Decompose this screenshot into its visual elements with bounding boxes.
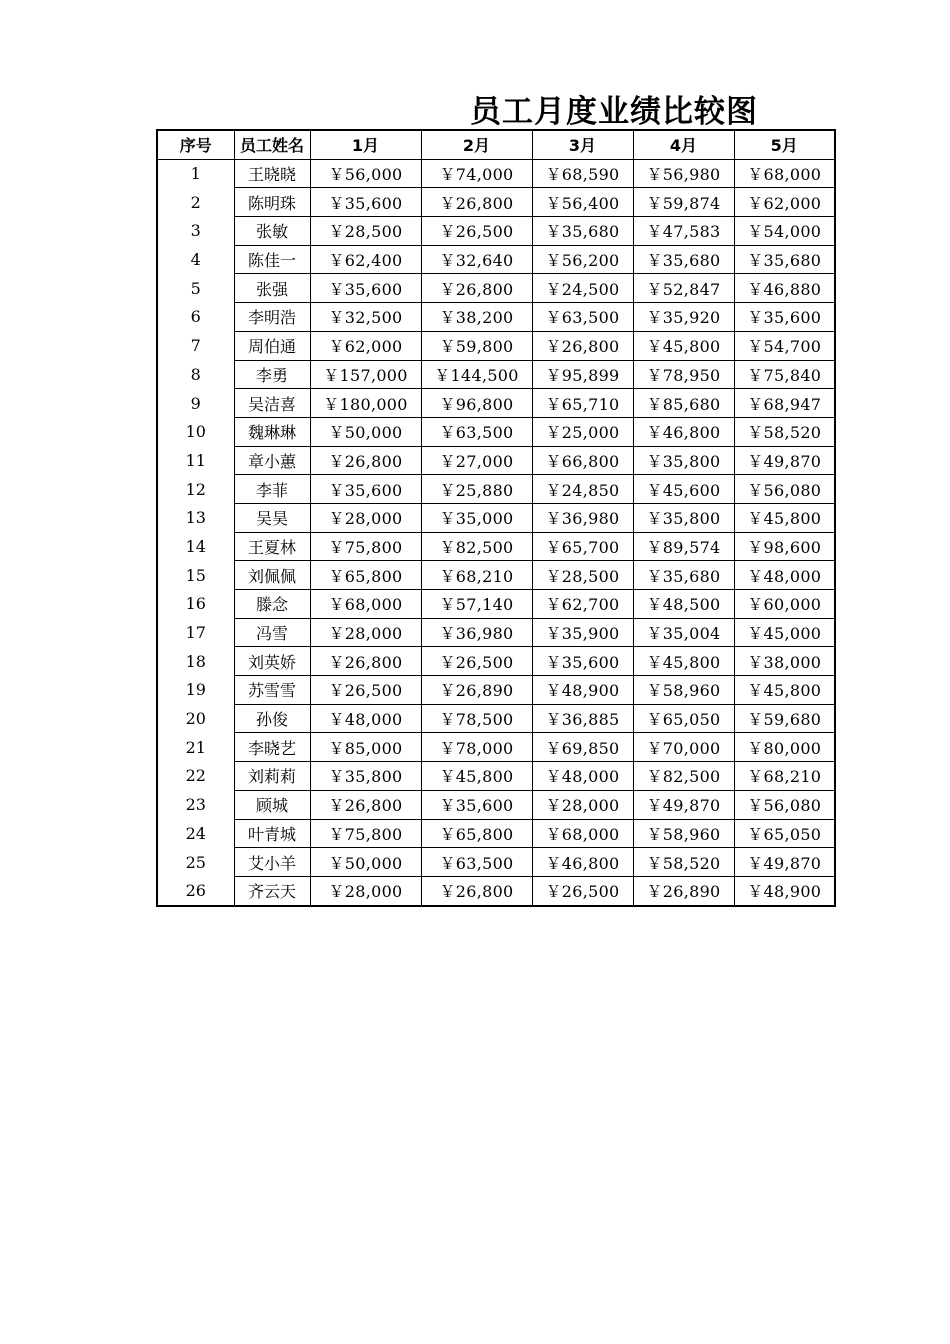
cell-month-5: ￥75,840 (734, 360, 835, 389)
cell-month-5: ￥48,000 (734, 561, 835, 590)
cell-month-3: ￥28,000 (532, 790, 633, 819)
cell-name: 苏雪雪 (234, 676, 310, 705)
cell-month-5: ￥49,870 (734, 848, 835, 877)
cell-month-3: ￥25,000 (532, 417, 633, 446)
table-row (157, 446, 835, 475)
table-row (157, 389, 835, 418)
header-month-3: 3月 (532, 130, 633, 159)
cell-month-2: ￥78,500 (421, 704, 532, 733)
cell-month-4: ￥49,870 (633, 790, 734, 819)
cell-month-5: ￥68,000 (734, 159, 835, 188)
cell-month-4: ￥35,680 (633, 245, 734, 274)
cell-month-5: ￥48,900 (734, 876, 835, 905)
cell-index: 11 (157, 446, 234, 475)
table-body (157, 159, 835, 905)
table-row (157, 618, 835, 647)
cell-month-4: ￥46,800 (633, 417, 734, 446)
cell-month-2: ￥57,140 (421, 590, 532, 619)
table-row (157, 159, 835, 188)
cell-month-5: ￥46,880 (734, 274, 835, 303)
table-row (157, 331, 835, 360)
cell-month-2: ￥36,980 (421, 618, 532, 647)
cell-month-3: ￥36,980 (532, 503, 633, 532)
cell-index: 5 (157, 274, 234, 303)
cell-index: 14 (157, 532, 234, 561)
cell-month-2: ￥35,600 (421, 790, 532, 819)
cell-index: 13 (157, 503, 234, 532)
table-row (157, 532, 835, 561)
cell-month-3: ￥24,850 (532, 475, 633, 504)
cell-index: 17 (157, 618, 234, 647)
table-row (157, 790, 835, 819)
cell-index: 23 (157, 790, 234, 819)
cell-month-4: ￥35,920 (633, 303, 734, 332)
cell-month-1: ￥28,000 (310, 876, 421, 905)
cell-month-3: ￥46,800 (532, 848, 633, 877)
cell-month-1: ￥85,000 (310, 733, 421, 762)
cell-month-5: ￥58,520 (734, 417, 835, 446)
cell-index: 3 (157, 217, 234, 246)
cell-month-2: ￥26,800 (421, 274, 532, 303)
cell-month-3: ￥69,850 (532, 733, 633, 762)
cell-index: 24 (157, 819, 234, 848)
cell-month-1: ￥50,000 (310, 848, 421, 877)
cell-month-3: ￥48,900 (532, 676, 633, 705)
table-row (157, 647, 835, 676)
cell-month-1: ￥35,800 (310, 762, 421, 791)
cell-name: 齐云天 (234, 876, 310, 905)
cell-month-3: ￥28,500 (532, 561, 633, 590)
cell-name: 李勇 (234, 360, 310, 389)
page-title: 员工月度业绩比较图 (470, 94, 758, 130)
cell-month-5: ￥98,600 (734, 532, 835, 561)
cell-month-4: ￥70,000 (633, 733, 734, 762)
cell-month-1: ￥28,000 (310, 618, 421, 647)
cell-index: 2 (157, 188, 234, 217)
cell-month-1: ￥26,800 (310, 647, 421, 676)
cell-month-3: ￥48,000 (532, 762, 633, 791)
cell-month-2: ￥32,640 (421, 245, 532, 274)
cell-name: 艾小羊 (234, 848, 310, 877)
cell-month-2: ￥26,800 (421, 876, 532, 905)
cell-month-5: ￥45,800 (734, 503, 835, 532)
cell-month-4: ￥48,500 (633, 590, 734, 619)
header-month-2: 2月 (421, 130, 532, 159)
cell-index: 4 (157, 245, 234, 274)
cell-month-3: ￥35,600 (532, 647, 633, 676)
cell-month-3: ￥35,900 (532, 618, 633, 647)
cell-month-3: ￥68,590 (532, 159, 633, 188)
cell-month-1: ￥62,400 (310, 245, 421, 274)
cell-name: 陈佳一 (234, 245, 310, 274)
cell-month-2: ￥26,500 (421, 647, 532, 676)
table-row (157, 561, 835, 590)
table-row (157, 274, 835, 303)
table-row (157, 733, 835, 762)
header-month-5: 5月 (734, 130, 835, 159)
cell-month-2: ￥78,000 (421, 733, 532, 762)
cell-month-1: ￥68,000 (310, 590, 421, 619)
cell-month-3: ￥65,700 (532, 532, 633, 561)
header-index: 序号 (157, 130, 234, 159)
cell-month-1: ￥50,000 (310, 417, 421, 446)
cell-month-5: ￥54,000 (734, 217, 835, 246)
cell-month-2: ￥26,800 (421, 188, 532, 217)
cell-month-5: ￥35,680 (734, 245, 835, 274)
cell-month-1: ￥35,600 (310, 475, 421, 504)
cell-month-3: ￥68,000 (532, 819, 633, 848)
cell-month-4: ￥35,004 (633, 618, 734, 647)
cell-month-4: ￥58,520 (633, 848, 734, 877)
cell-name: 李晓艺 (234, 733, 310, 762)
cell-month-4: ￥56,980 (633, 159, 734, 188)
header-month-4: 4月 (633, 130, 734, 159)
cell-month-4: ￥58,960 (633, 676, 734, 705)
table-row (157, 360, 835, 389)
cell-month-5: ￥68,947 (734, 389, 835, 418)
cell-month-5: ￥54,700 (734, 331, 835, 360)
cell-index: 8 (157, 360, 234, 389)
cell-month-5: ￥38,000 (734, 647, 835, 676)
cell-name: 张强 (234, 274, 310, 303)
header-name: 员工姓名 (234, 130, 310, 159)
cell-month-2: ￥27,000 (421, 446, 532, 475)
cell-month-4: ￥35,800 (633, 446, 734, 475)
cell-month-2: ￥59,800 (421, 331, 532, 360)
cell-name: 叶青城 (234, 819, 310, 848)
header-row (157, 130, 835, 159)
cell-name: 吴昊 (234, 503, 310, 532)
cell-name: 李明浩 (234, 303, 310, 332)
table-row (157, 188, 835, 217)
cell-month-1: ￥75,800 (310, 532, 421, 561)
cell-name: 魏琳琳 (234, 417, 310, 446)
cell-month-2: ￥25,880 (421, 475, 532, 504)
table-row (157, 819, 835, 848)
cell-month-2: ￥144,500 (421, 360, 532, 389)
cell-month-5: ￥45,800 (734, 676, 835, 705)
cell-index: 18 (157, 647, 234, 676)
cell-name: 孙俊 (234, 704, 310, 733)
cell-month-5: ￥80,000 (734, 733, 835, 762)
cell-index: 20 (157, 704, 234, 733)
cell-month-2: ￥74,000 (421, 159, 532, 188)
cell-month-1: ￥56,000 (310, 159, 421, 188)
cell-month-5: ￥35,600 (734, 303, 835, 332)
cell-month-4: ￥82,500 (633, 762, 734, 791)
cell-month-4: ￥78,950 (633, 360, 734, 389)
cell-index: 6 (157, 303, 234, 332)
cell-month-2: ￥38,200 (421, 303, 532, 332)
cell-month-1: ￥65,800 (310, 561, 421, 590)
cell-month-1: ￥35,600 (310, 274, 421, 303)
cell-index: 19 (157, 676, 234, 705)
cell-month-3: ￥65,710 (532, 389, 633, 418)
cell-index: 15 (157, 561, 234, 590)
cell-index: 16 (157, 590, 234, 619)
cell-month-2: ￥35,000 (421, 503, 532, 532)
table-row (157, 503, 835, 532)
cell-month-3: ￥62,700 (532, 590, 633, 619)
cell-index: 12 (157, 475, 234, 504)
table-row (157, 848, 835, 877)
cell-month-4: ￥45,800 (633, 331, 734, 360)
cell-month-2: ￥96,800 (421, 389, 532, 418)
table-row (157, 245, 835, 274)
cell-name: 张敏 (234, 217, 310, 246)
cell-name: 陈明珠 (234, 188, 310, 217)
table-row (157, 762, 835, 791)
cell-month-4: ￥52,847 (633, 274, 734, 303)
table-row (157, 704, 835, 733)
cell-month-1: ￥35,600 (310, 188, 421, 217)
cell-month-5: ￥60,000 (734, 590, 835, 619)
cell-month-3: ￥56,200 (532, 245, 633, 274)
cell-month-5: ￥49,870 (734, 446, 835, 475)
cell-name: 冯雪 (234, 618, 310, 647)
cell-month-5: ￥68,210 (734, 762, 835, 791)
cell-month-2: ￥26,500 (421, 217, 532, 246)
cell-month-3: ￥24,500 (532, 274, 633, 303)
table-row (157, 876, 835, 905)
cell-month-4: ￥58,960 (633, 819, 734, 848)
cell-month-4: ￥85,680 (633, 389, 734, 418)
table-row (157, 217, 835, 246)
cell-month-2: ￥45,800 (421, 762, 532, 791)
cell-month-1: ￥62,000 (310, 331, 421, 360)
cell-month-2: ￥63,500 (421, 848, 532, 877)
cell-month-1: ￥180,000 (310, 389, 421, 418)
table-row (157, 303, 835, 332)
cell-month-1: ￥26,800 (310, 446, 421, 475)
cell-name: 顾城 (234, 790, 310, 819)
cell-month-2: ￥63,500 (421, 417, 532, 446)
cell-month-3: ￥26,800 (532, 331, 633, 360)
cell-month-3: ￥35,680 (532, 217, 633, 246)
cell-month-4: ￥35,800 (633, 503, 734, 532)
cell-month-4: ￥26,890 (633, 876, 734, 905)
cell-month-3: ￥95,899 (532, 360, 633, 389)
performance-table (156, 129, 836, 907)
cell-month-4: ￥45,600 (633, 475, 734, 504)
cell-name: 滕念 (234, 590, 310, 619)
cell-month-5: ￥56,080 (734, 790, 835, 819)
cell-name: 刘英娇 (234, 647, 310, 676)
cell-name: 李菲 (234, 475, 310, 504)
table-row (157, 475, 835, 504)
cell-month-5: ￥62,000 (734, 188, 835, 217)
cell-month-1: ￥32,500 (310, 303, 421, 332)
table-row (157, 417, 835, 446)
cell-month-3: ￥66,800 (532, 446, 633, 475)
cell-name: 刘莉莉 (234, 762, 310, 791)
cell-month-3: ￥56,400 (532, 188, 633, 217)
cell-month-1: ￥28,000 (310, 503, 421, 532)
cell-month-5: ￥56,080 (734, 475, 835, 504)
cell-month-3: ￥26,500 (532, 876, 633, 905)
cell-month-1: ￥75,800 (310, 819, 421, 848)
cell-index: 25 (157, 848, 234, 877)
cell-month-1: ￥26,500 (310, 676, 421, 705)
cell-month-4: ￥89,574 (633, 532, 734, 561)
cell-index: 22 (157, 762, 234, 791)
cell-month-4: ￥59,874 (633, 188, 734, 217)
cell-month-1: ￥48,000 (310, 704, 421, 733)
cell-month-2: ￥26,890 (421, 676, 532, 705)
cell-name: 周伯通 (234, 331, 310, 360)
cell-index: 1 (157, 159, 234, 188)
cell-month-5: ￥59,680 (734, 704, 835, 733)
cell-month-3: ￥63,500 (532, 303, 633, 332)
cell-name: 吴洁喜 (234, 389, 310, 418)
table-row (157, 676, 835, 705)
table-row (157, 590, 835, 619)
cell-month-2: ￥82,500 (421, 532, 532, 561)
cell-name: 王晓晓 (234, 159, 310, 188)
cell-month-4: ￥47,583 (633, 217, 734, 246)
cell-month-1: ￥26,800 (310, 790, 421, 819)
cell-index: 21 (157, 733, 234, 762)
cell-month-3: ￥36,885 (532, 704, 633, 733)
cell-month-4: ￥45,800 (633, 647, 734, 676)
cell-name: 刘佩佩 (234, 561, 310, 590)
cell-month-4: ￥65,050 (633, 704, 734, 733)
cell-month-2: ￥65,800 (421, 819, 532, 848)
cell-month-1: ￥157,000 (310, 360, 421, 389)
cell-name: 王夏林 (234, 532, 310, 561)
cell-index: 9 (157, 389, 234, 418)
cell-month-2: ￥68,210 (421, 561, 532, 590)
cell-month-4: ￥35,680 (633, 561, 734, 590)
cell-index: 10 (157, 417, 234, 446)
header-month-1: 1月 (310, 130, 421, 159)
cell-month-5: ￥45,000 (734, 618, 835, 647)
cell-month-1: ￥28,500 (310, 217, 421, 246)
cell-index: 7 (157, 331, 234, 360)
cell-month-5: ￥65,050 (734, 819, 835, 848)
cell-index: 26 (157, 876, 234, 905)
cell-name: 章小蕙 (234, 446, 310, 475)
